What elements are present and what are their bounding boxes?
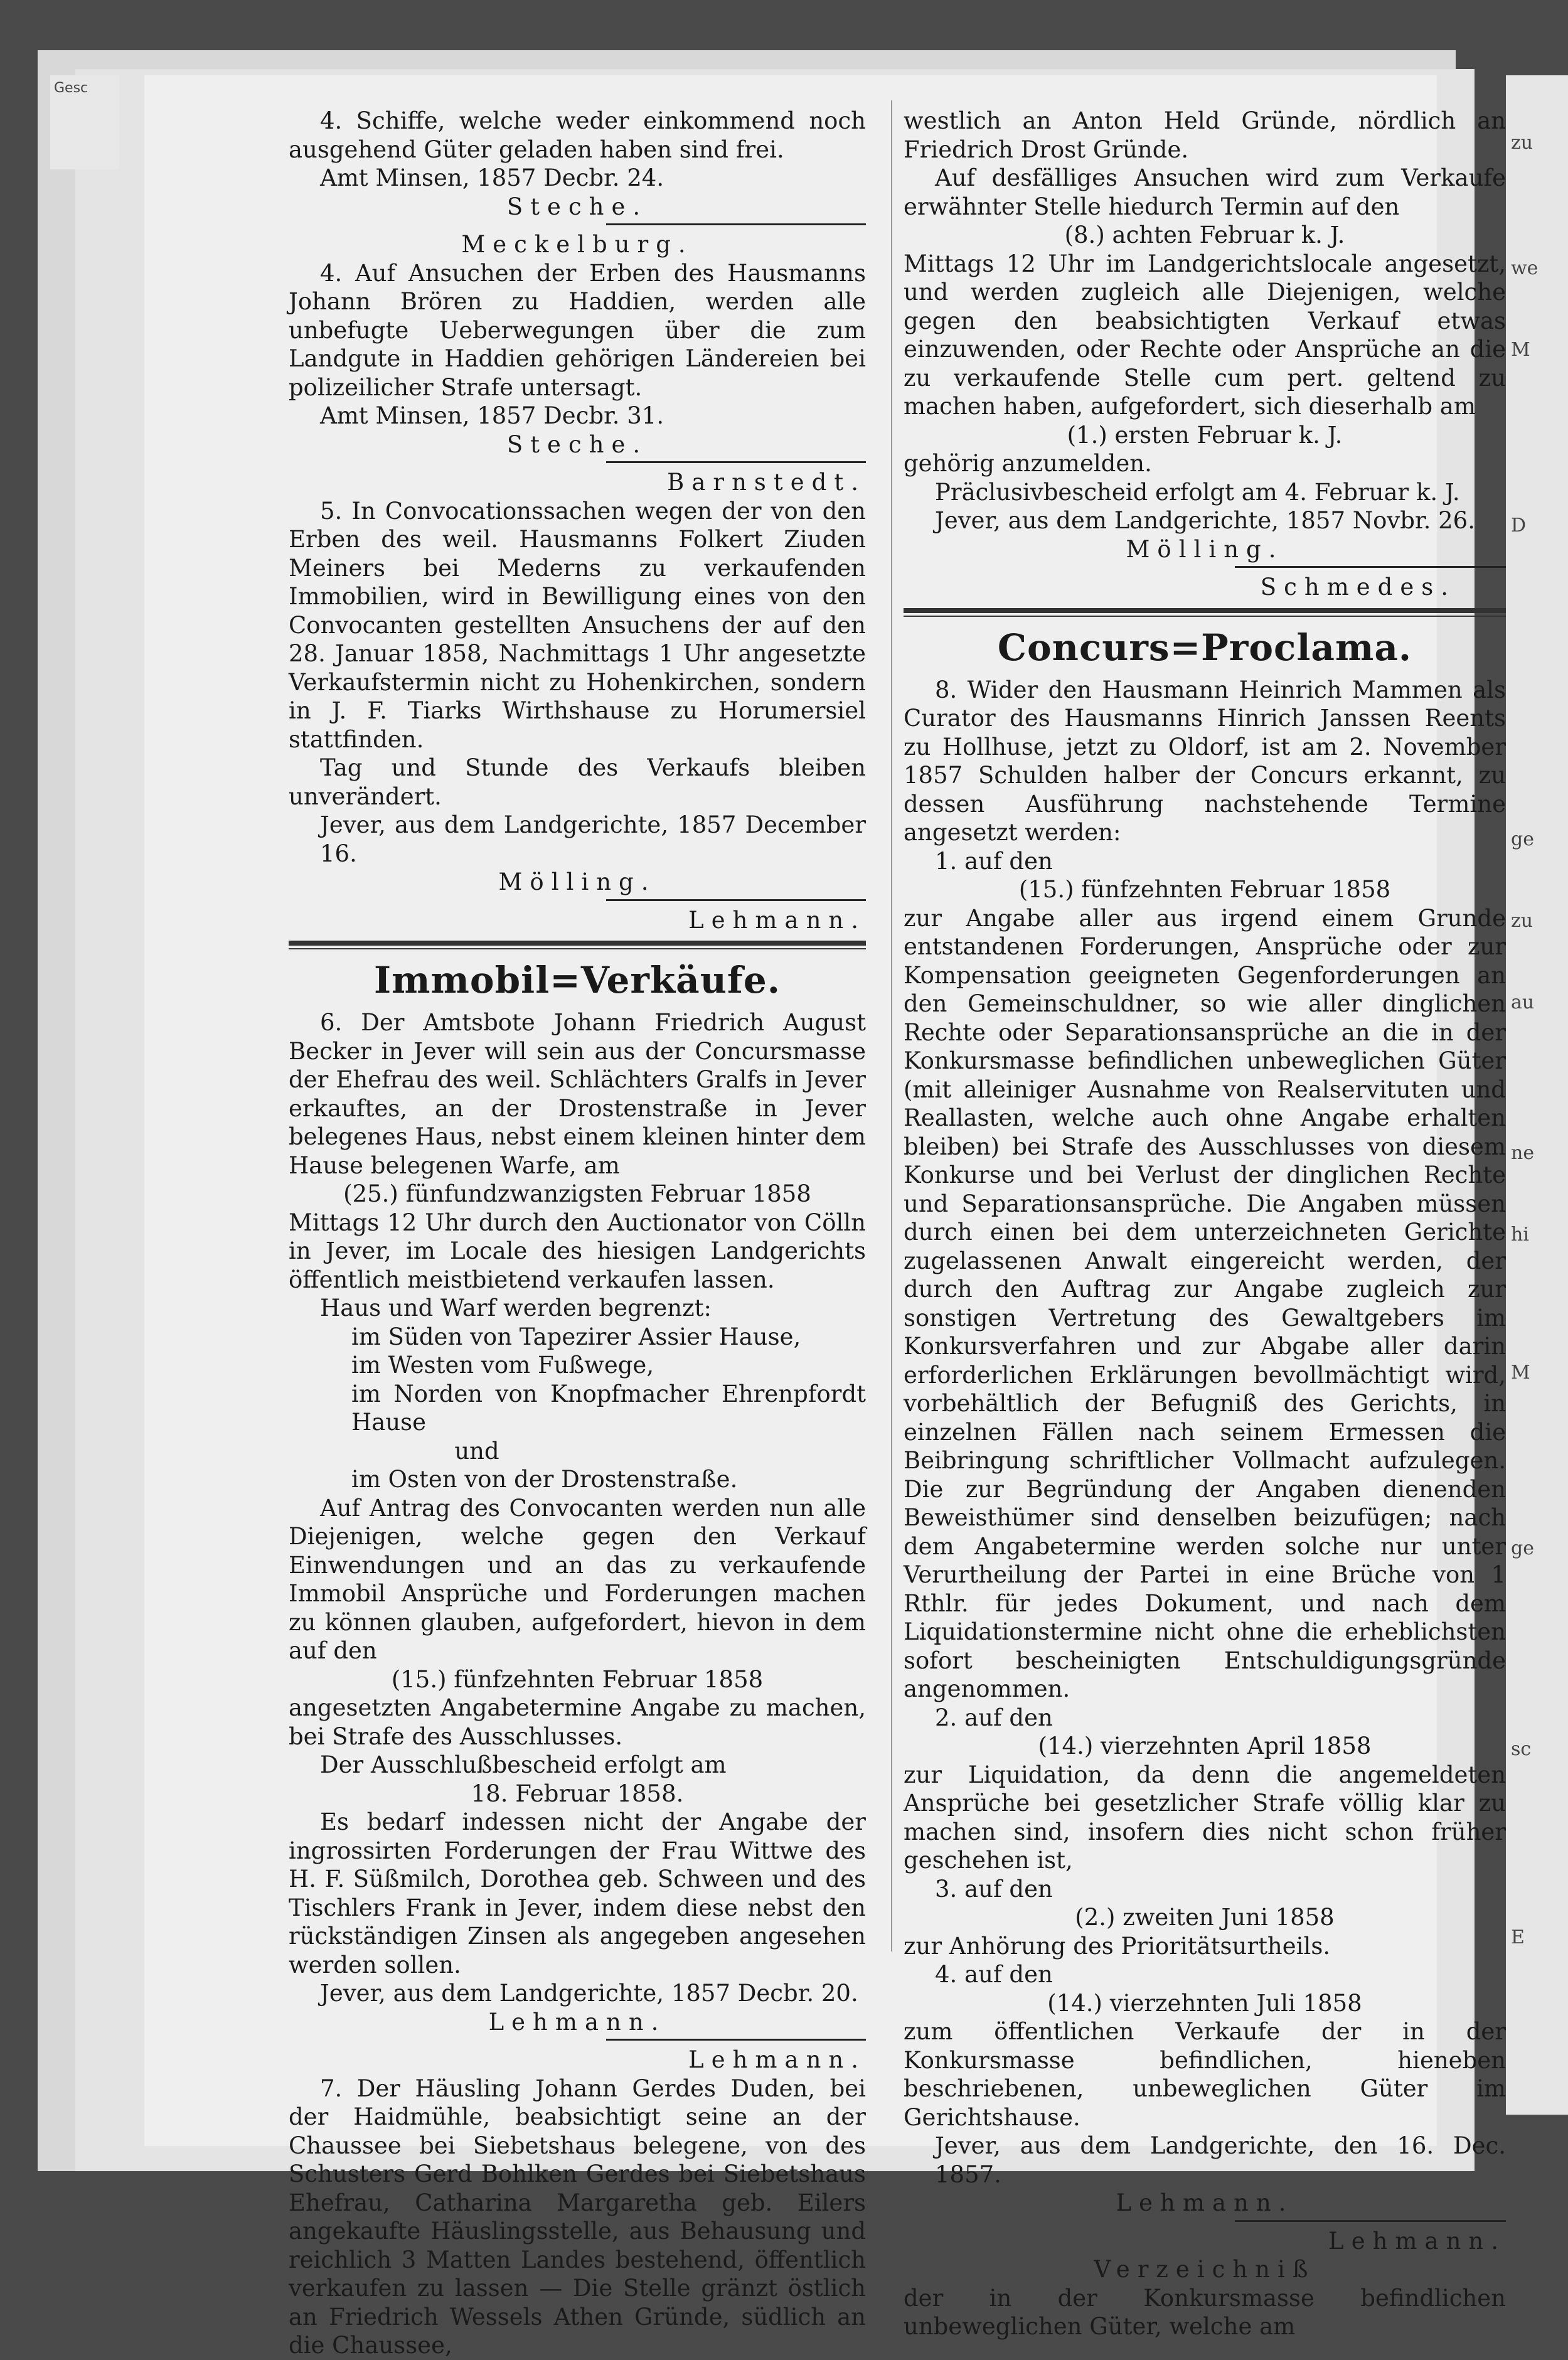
- margin-tab: [50, 75, 119, 169]
- right-column: [904, 107, 1506, 2341]
- notice-5-court: Jever, aus dem Landgerichte, 1857 December 16.: [320, 811, 866, 867]
- notice-8-court: Jever, aus dem Landgerichte, den 16. Dec. 1857.: [935, 2132, 1506, 2188]
- boundary-south: im Süden von Tapezirer Assier Hause,: [351, 1323, 801, 1350]
- notice-7-continued: westlich an Anton Held Gründe, nördlich an Friedrich Drost Gründe.: [904, 107, 1506, 163]
- section-rule-thin: [289, 948, 866, 949]
- margin-tab-text: Gesc: [54, 80, 88, 96]
- term-4-text: zum öffentlichen Verkaufe der in der Konkursmasse befindlichen, hieneben beschriebenen, unbeweglichen Güter im Gerichtshause.: [904, 2018, 1506, 2131]
- term-2-text: zur Liquidation, da denn die angemeldeten Ansprüche bei gesetzlicher Strafe völlig klar zu machen sind, insofern dies nicht schon früher geschehen ist,: [904, 1761, 1506, 1874]
- section-heading-concurs: Concurs=Proclama.: [997, 626, 1412, 669]
- notice-6-c: Haus und Warf werden begrenzt:: [320, 1295, 712, 1321]
- right-fragment: ge: [1511, 1537, 1534, 1559]
- right-fragment: M: [1511, 339, 1530, 361]
- notice-6-signature: Lehmann.: [488, 2008, 666, 2036]
- right-fragment: zu: [1511, 910, 1533, 932]
- term-4-date: (14.) vierzehnten Juli 1858: [1047, 1989, 1362, 2017]
- notice-7-signature: Mölling.: [1126, 535, 1284, 563]
- signature-rule: [1235, 2220, 1506, 2222]
- notice-6-d: Auf Antrag des Convocanten werden nun alle Diejenigen, welche gegen den Verkauf Einwendungen und an das zu verkaufende Immobil Ansprüche und Forderungen machen zu können glauben, aufgefordert, hievon in dem auf den: [289, 1494, 866, 1664]
- right-fragment: hi: [1511, 1224, 1529, 1246]
- list-title: Verzeichniß: [1094, 2256, 1316, 2283]
- notice-7-c: Mittags 12 Uhr im Landgerichtslocale angesetzt, und werden zugleich alle Diejenigen, welche gegen den beabsichtigten Verkauf etwas einzuwenden, oder Rechte oder Ansprüche an die zu verkaufende Stelle cum pert. geltend zu machen haben, aufgefordert, sich dieserhalb am: [904, 250, 1506, 420]
- right-fragment: we: [1511, 257, 1539, 279]
- right-fragment: zu: [1511, 132, 1533, 154]
- boundary-and: und: [454, 1437, 499, 1465]
- notice-7-date: (8.) achten Februar k. J.: [1064, 222, 1345, 248]
- notice-6-date-2: (15.) fünfzehnten Februar 1858: [391, 1665, 764, 1693]
- term-1-date: (15.) fünfzehnten Februar 1858: [1018, 876, 1391, 903]
- section-rule-thick: [289, 941, 866, 946]
- boundary-north: im Norden von Knopfmacher Ehrenpfordt Hause: [351, 1380, 866, 1436]
- notice-8-signature-2: Lehmann.: [1328, 2227, 1506, 2255]
- term-1-text: zur Angabe aller aus irgend einem Grunde entstandenen Forderungen, Ansprüche oder zur Kompensation geeigneten Gegenforderungen an den Gemeinschuldner, so wie aller dinglichen Rechte oder Separationsansprüche an die in der Konkursmasse befindlichen unbeweglichen Güter (mit alleiniger Ausnahme von Realservituten und Reallasten, welche auch ohne Angabe erhalten bleiben) bei Strafe des Ausschlusses von diesem Konkurse und bei Verlust der dinglichen Rechte und Separationsansprüche. Die Angaben müssen durch einen bei dem unterzeichneten Gerichte zugelassenen Anwalt eingereicht werden, der durch den Auftrag zur Angabe zugleich zur sonstigen Vertretung des Gewaltgebers im Konkursverfahren und zur Abgabe aller darin erforderlichen Erklärungen bevollmächtigt wird, vorbehältlich der Befugniß des Gerichts, in einzelnen Fällen nach seinem Ermessen die Beibringung schriftlicher Vollmacht aufzulegen. Die zur Begründung der Angaben dienenden Beweisthümer sind denselben beizufügen; nach dem Angabetermine werden solche nur unter Verurtheilung der Partei in eine Brüche von 1 Rthlr. für jedes Dokument, und nach dem Liquidationstermine nicht ohne die erheblichsten sofort bescheinigten Entschuldigungsgründe angenommen.: [904, 904, 1506, 1702]
- term-3: 3. auf den: [935, 1875, 1053, 1903]
- notice-5-b: Tag und Stunde des Verkaufs bleiben unverändert.: [289, 754, 866, 810]
- notice-6-date: (25.) fünfundzwanzigsten Februar 1858: [343, 1180, 811, 1207]
- notice-4b-office: Amt Minsen, 1857 Decbr. 31.: [320, 402, 664, 429]
- notice-6-f: Der Ausschlußbescheid erfolgt am: [320, 1751, 727, 1778]
- term-4: 4. auf den: [935, 1961, 1053, 1988]
- notice-4a-signature: Steche.: [506, 193, 648, 220]
- notice-7-signature-2: Schmedes.: [1260, 574, 1456, 601]
- term-2: 2. auf den: [935, 1704, 1053, 1731]
- notice-4b-place: Barnstedt.: [667, 469, 866, 496]
- right-page-edge: [1506, 75, 1568, 2115]
- notice-4a-office: Amt Minsen, 1857 Decbr. 24.: [320, 164, 664, 191]
- right-fragment: ne: [1511, 1142, 1535, 1164]
- notice-8-signature: Lehmann.: [1116, 2189, 1294, 2216]
- boundary-west: im Westen vom Fußwege,: [351, 1352, 654, 1379]
- right-fragment: au: [1511, 991, 1535, 1013]
- notice-4a: 4. Schiffe, welche weder einkommend noch ausgehend Güter geladen haben sind frei.: [289, 107, 866, 163]
- notice-4b-signature: Steche.: [506, 430, 648, 458]
- term-3-text: zur Anhörung des Prioritätsurtheils.: [904, 1932, 1331, 1960]
- term-2-date: (14.) vierzehnten April 1858: [1038, 1733, 1372, 1759]
- right-fragment: D: [1511, 515, 1527, 537]
- left-column: [289, 107, 866, 2360]
- notice-7: 7. Der Häusling Johann Gerdes Duden, bei der Haidmühle, beabsichtigt seine an der Chaussee bei Siebetshaus belegene, von des Schusters Gerd Bohlken Gerdes bei Siebetshaus Ehefrau, Catharina Margaretha geb. Eilers angekaufte Häuslingsstelle, aus Behausung und reichlich 3 Matten Landes bestehend, öffentlich verkaufen zu lassen — Die Stelle gränzt östlich an Friedrich Wessels Athen Gründe, südlich an die Chaussee,: [289, 2074, 866, 2359]
- notice-6-g: Es bedarf indessen nicht der Angabe der ingrossirten Forderungen der Frau Wittwe des H. F. Süßmilch, Dorothea geb. Schween und des Tischlers Frank in Jever, indem diese nebst den rückständigen Zinsen als angegeben angesehen werden sollen.: [289, 1808, 866, 1978]
- right-fragment: M: [1511, 1362, 1530, 1384]
- right-fragment: ge: [1511, 828, 1534, 850]
- notice-8: 8. Wider den Hausmann Heinrich Mammen als Curator des Hausmanns Hinrich Janssen Reents zu Hollhuse, jetzt zu Oldorf, ist am 2. November 1857 Schulden halber der Concurs erkannt, zu dessen Ausführung nachstehende Termine angesetzt werden:: [904, 676, 1506, 846]
- signature-rule: [606, 223, 866, 225]
- notice-6: 6. Der Amtsbote Johann Friedrich August Becker in Jever will sein aus der Concursmasse der Ehefrau des weil. Schlächters Gralfs in Jever erkauftes, an der Drostenstraße in Jever belegenes Haus, nebst einem kleinen hinter dem Hause belegenen Warfe, am: [289, 1009, 866, 1179]
- notice-6-b: Mittags 12 Uhr durch den Auctionator von Cölln in Jever, im Locale des hiesigen Landgerichts öffentlich meistbietend verkaufen lassen.: [289, 1209, 866, 1293]
- list-text: der in der Konkursmasse befindlichen unbeweglichen Güter, welche am: [904, 2284, 1506, 2340]
- signature-rule: [606, 899, 866, 901]
- signature-rule: [606, 2039, 866, 2041]
- signature-rule: [606, 461, 866, 463]
- notice-7-e: Präclusivbescheid erfolgt am 4. Februar k. J.: [935, 478, 1460, 506]
- boundary-east: im Osten von der Drostenstraße.: [351, 1466, 738, 1493]
- section-rule-thick: [904, 608, 1506, 613]
- notice-6-signature-2: Lehmann.: [688, 2046, 866, 2073]
- right-fragment: E: [1511, 1926, 1525, 1948]
- notice-5-signature-2: Lehmann.: [688, 906, 866, 934]
- notice-4a-place: Meckelburg.: [461, 231, 693, 258]
- signature-rule: [1235, 566, 1506, 568]
- notice-7-d: gehörig anzumelden.: [904, 450, 1152, 477]
- notice-7-court: Jever, aus dem Landgerichte, 1857 Novbr. 26.: [935, 507, 1475, 534]
- notice-5: 5. In Convocationssachen wegen der von den Erben des weil. Hausmanns Folkert Ziuden Meiners bei Mederns zu verkaufenden Immobilien, wird in Bewilligung eines von den Convocanten gestellten Ansuchens der auf den 28. Januar 1858, Nachmittags 1 Uhr angesetzte Verkaufstermin nicht zu Hohenkirchen, sondern in J. F. Tiarks Wirthshause zu Horumersiel stattfinden.: [289, 497, 866, 753]
- notice-5-signature: Mölling.: [498, 868, 656, 895]
- term-3-date: (2.) zweiten Juni 1858: [1075, 1904, 1335, 1931]
- notice-7-b: Auf desfälliges Ansuchen wird zum Verkaufe erwähnter Stelle hiedurch Termin auf den: [904, 164, 1506, 220]
- notice-6-e: angesetzten Angabetermine Angabe zu machen, bei Strafe des Ausschlusses.: [289, 1694, 866, 1750]
- right-fragment: sc: [1511, 1738, 1532, 1760]
- section-rule-thin: [904, 616, 1506, 617]
- notice-6-date-3: 18. Februar 1858.: [471, 1780, 684, 1807]
- term-1: 1. auf den: [935, 847, 1053, 875]
- column-divider: [891, 100, 892, 1952]
- notice-6-court: Jever, aus dem Landgerichte, 1857 Decbr. 20.: [320, 1980, 858, 2007]
- notice-7-date-2: (1.) ersten Februar k. J.: [1067, 421, 1343, 449]
- notice-4b: 4. Auf Ansuchen der Erben des Hausmanns Johann Brören zu Haddien, werden alle unbefugte Ueberwegungen über die zum Landgute in Haddien gehörigen Ländereien bei polizeilicher Strafe untersagt.: [289, 259, 866, 401]
- section-heading-immobil: Immobil=Verkäufe.: [374, 959, 781, 1001]
